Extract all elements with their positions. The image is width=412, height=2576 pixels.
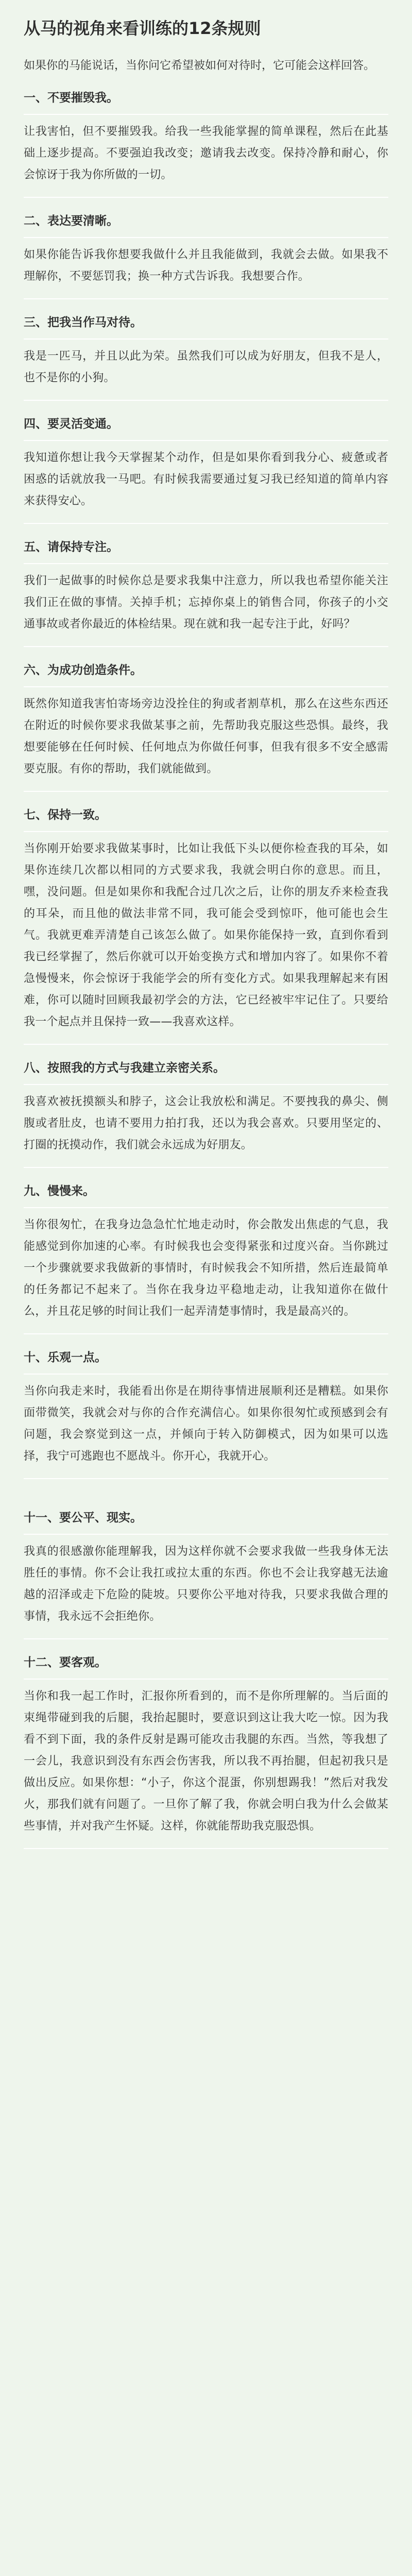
rule-heading: 十二、要客观。 <box>24 1654 388 1680</box>
rule-section-6 <box>24 662 388 792</box>
rule-heading: 九、慢慢来。 <box>24 1182 388 1208</box>
rule-body: 我知道你想让我今天掌握某个动作，但是如果你看到我分心、疲惫或者困惑的话就放我一马吧。有时候我需要通过复习我已经知道的简单内容来获得安心。 <box>24 451 388 508</box>
rule-section-11 <box>24 1509 388 1639</box>
rule-section-3 <box>24 314 388 401</box>
rule-section-4 <box>24 415 388 524</box>
rule-section-7 <box>24 806 388 1045</box>
rule-section-2 <box>24 212 388 299</box>
rule-heading: 一、不要摧毁我。 <box>24 89 388 115</box>
rule-body: 当你向我走来时，我能看出你是在期待事情进展顺利还是糟糕。如果你面带微笑，我就会对与你的合作充满信心。如果你很匆忙或预感到会有问题，我会察觉到这一点，并倾向于转入防御模式，因为如果可以选择，我宁可逃跑也不愿战斗。你开心，我就开心。 <box>24 1385 388 1463</box>
rule-body: 如果你能告诉我你想要我做什么并且我能做到，我就会去做。如果我不理解你，不要惩罚我；换一种方式告诉我。我想要合作。 <box>24 248 388 283</box>
rule-heading: 四、要灵活变通。 <box>24 415 388 441</box>
rule-body: 我是一匹马，并且以此为荣。虽然我们可以成为好朋友，但我不是人，也不是你的小狗。 <box>24 350 388 385</box>
rule-section-9 <box>24 1182 388 1334</box>
rule-body: 当你很匆忙，在我身边急急忙忙地走动时，你会散发出焦虑的气息，我能感觉到你加速的心率。有时候我也会变得紧张和过度兴奋。当你跳过一个步骤就要求我做新的事情时，有时候我会不知所措，然后连最简单的任务都记不起来了。当你在我身边平稳地走动，让我知道你在做什么，并且花足够的时间让我们一起弄清楚事情时，我是最高兴的。 <box>24 1218 388 1318</box>
rule-body: 我们一起做事的时候你总是要求我集中注意力，所以我也希望你能关注我们正在做的事情。关掉手机；忘掉你桌上的销售合同，你孩子的小交通事故或者你最近的体检结果。现在就和我一起专注于此，好吗？ <box>24 574 388 631</box>
rule-heading: 七、保持一致。 <box>24 806 388 832</box>
rule-section-12 <box>24 1654 388 1849</box>
rule-section-5 <box>24 538 388 647</box>
rule-body: 当你刚开始要求我做某事时，比如让我低下头以便你检查我的耳朵，如果你连续几次都以相同的方式要求我，我就会明白你的意思。而且，嘿，没问题。但是如果你和我配合过几次之后，让你的朋友乔来检查我的耳朵，而且他的做法非常不同，我可能会受到惊吓，他可能也会生气。我就更难弄清楚自己该怎么做了。如果你能保持一致，直到你看到我已经掌握了，然后你就可以开始变换方式和增加内容了。如果你不着急慢慢来，你会惊讶于我能学会的所有变化方式。如果我理解起来有困难，你可以随时回顾我最初学会的方法，它已经被牢牢记住了。只要给我一个起点并且保持一致——我喜欢这样。 <box>24 842 388 1029</box>
rule-body: 既然你知道我害怕寄场旁边没拴住的狗或者割草机，那么在这些东西还在附近的时候你要求我做某事之前，先帮助我克服这些恐惧。最终，我想要能够在任何时候、任何地点为你做任何事，但我有很多不安全感需要克服。有你的帮助，我们就能做到。 <box>24 698 388 776</box>
rule-section-10 <box>24 1349 388 1479</box>
rule-heading: 十、乐观一点。 <box>24 1349 388 1375</box>
page-title: 从马的视角来看训练的12条规则 <box>24 19 261 38</box>
rule-heading: 十一、要公平、现实。 <box>24 1509 388 1535</box>
intro-paragraph: 如果你的马能说话，当你问它希望被如何对待时，它可能会这样回答。 <box>24 59 375 73</box>
rule-section-1 <box>24 89 388 198</box>
rule-heading: 五、请保持专注。 <box>24 538 388 564</box>
rule-heading: 八、按照我的方式与我建立亲密关系。 <box>24 1059 388 1085</box>
rule-section-8 <box>24 1059 388 1168</box>
rule-heading: 三、把我当作马对待。 <box>24 314 388 340</box>
rule-heading: 六、为成功创造条件。 <box>24 662 388 687</box>
rule-body: 让我害怕，但不要摧毁我。给我一些我能掌握的简单课程，然后在此基础上逐步提高。不要强迫我改变；邀请我去改变。保持冷静和耐心，你会惊讶于我为你所做的一切。 <box>24 125 388 182</box>
rule-body: 我真的很感激你能理解我，因为这样你就不会要求我做一些我身体无法胜任的事情。你不会让我扛或拉太重的东西。你也不会让我穿越无法逾越的沼泽或走下危险的陡坡。只要你公平地对待我，只要求我做合理的事情，我永远不会拒绝你。 <box>24 1545 388 1623</box>
rule-heading: 二、表达要清晰。 <box>24 212 388 238</box>
rule-body: 当你和我一起工作时，汇报你所看到的，而不是你所理解的。当后面的束绳带碰到我的后腿，我抬起腿时，要意识到这让我大吃一惊。因为我看不到下面，我的条件反射是踢可能攻击我腿的东西。当然，等我想了一会儿，我意识到没有东西会伤害我，所以我不再抬腿，但起初我只是做出反应。如果你想：“小子，你这个混蛋，你别想踢我！”然后对我发火，那我们就有问题了。一旦你了解了我，你就会明白我为什么会做某些事情，并对我产生怀疑。这样，你就能帮助我克服恐惧。 <box>24 1690 388 1833</box>
rule-body: 我喜欢被抚摸额头和脖子，这会让我放松和满足。不要拽我的鼻尖、侧腹或者肚皮，也请不要用力拍打我，还以为我会喜欢。只要用坚定的、打圈的抚摸动作，我们就会永远成为好朋友。 <box>24 1095 388 1152</box>
